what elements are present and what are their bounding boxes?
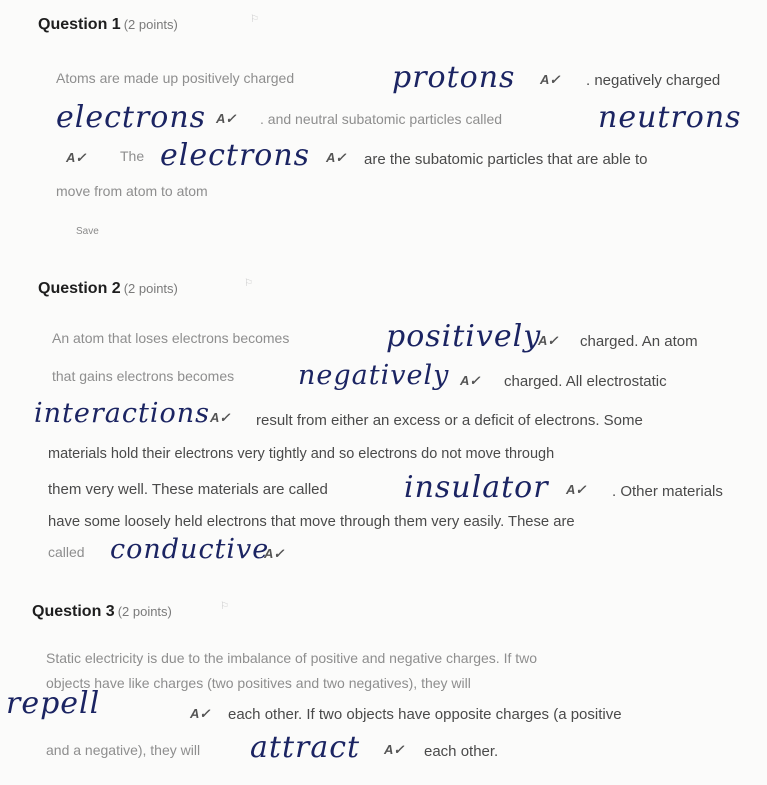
q2-text-9: have some loosely held electrons that move through them very easily. These are [48,514,575,530]
save-button[interactable]: Save [76,226,99,237]
spellcheck-icon[interactable]: A✓ [384,742,405,757]
q1-text-5: are the subatomic particles that are able to [364,151,648,168]
q3-text-3: each other. If two objects have opposite charges (a positive [228,706,622,723]
spellcheck-icon[interactable]: A✓ [538,333,559,348]
q1-text-3: . and neutral subatomic particles called [260,111,503,127]
spellcheck-icon[interactable]: A✓ [460,373,481,388]
spellcheck-icon[interactable]: A✓ [326,150,347,165]
question-3-points: (2 points) [117,604,172,619]
q1-text-1: Atoms are made up positively charged [56,70,295,86]
q2-text-1: An atom that loses electrons becomes [52,330,290,346]
question-2-header [38,280,178,298]
q2-answer-4[interactable]: insulator [404,470,549,505]
q1-text-6: move from atom to atom [56,183,208,199]
spellcheck-icon[interactable]: A✓ [264,546,285,561]
q1-answer-2[interactable]: electrons [56,100,207,135]
q3-answer-1[interactable]: repell [6,686,101,721]
q1-text-2: . negatively charged [586,72,721,89]
q2-answer-3[interactable]: interactions [34,398,210,429]
spellcheck-icon[interactable]: A✓ [540,72,561,87]
q1-answer-3[interactable]: neutrons [598,100,742,135]
spellcheck-icon[interactable]: A✓ [216,111,237,126]
q3-text-5: each other. [424,743,499,760]
q2-text-8: . Other materials [612,483,723,500]
q3-text-4: and a negative), they will [46,742,201,758]
question-2-title: Question 2 [38,280,121,297]
q3-text-2: objects have like charges (two positives and two negatives), they will [46,675,471,691]
q2-text-10: called [48,544,85,560]
question-3-title: Question 3 [32,603,115,620]
question-1-title: Question 1 [38,16,121,33]
question-3-header [32,603,172,621]
q2-text-2: charged. An atom [580,333,698,350]
q1-answer-4[interactable]: electrons [160,138,311,173]
question-2-points: (2 points) [123,281,178,296]
q2-answer-5[interactable]: conductive [110,534,270,565]
q3-text-1: Static electricity is due to the imbalance of positive and negative charges. If two [46,650,538,666]
q3-answer-2[interactable]: attract [250,730,361,765]
flag-icon[interactable]: ⚐ [250,14,259,25]
spellcheck-icon[interactable]: A✓ [210,410,231,425]
question-1-points: (2 points) [123,17,178,32]
spellcheck-icon[interactable]: A✓ [66,150,87,165]
q2-answer-2[interactable]: negatively [298,360,450,391]
q2-text-6: materials hold their electrons very tightly and so electrons do not move through [48,446,555,462]
flag-icon[interactable]: ⚐ [220,601,229,612]
q2-text-5: result from either an excess or a deficit of electrons. Some [256,412,643,429]
q1-answer-1[interactable]: protons [392,60,516,95]
q1-text-4: The [120,148,145,164]
q2-text-4: charged. All electrostatic [504,373,667,390]
spellcheck-icon[interactable]: A✓ [190,706,211,721]
q2-answer-1[interactable]: positively [386,319,542,354]
q2-text-3: that gains electrons becomes [52,368,235,384]
q2-text-7: them very well. These materials are called [48,481,328,498]
flag-icon[interactable]: ⚐ [244,278,253,289]
question-1-header [38,16,178,34]
spellcheck-icon[interactable]: A✓ [566,482,587,497]
